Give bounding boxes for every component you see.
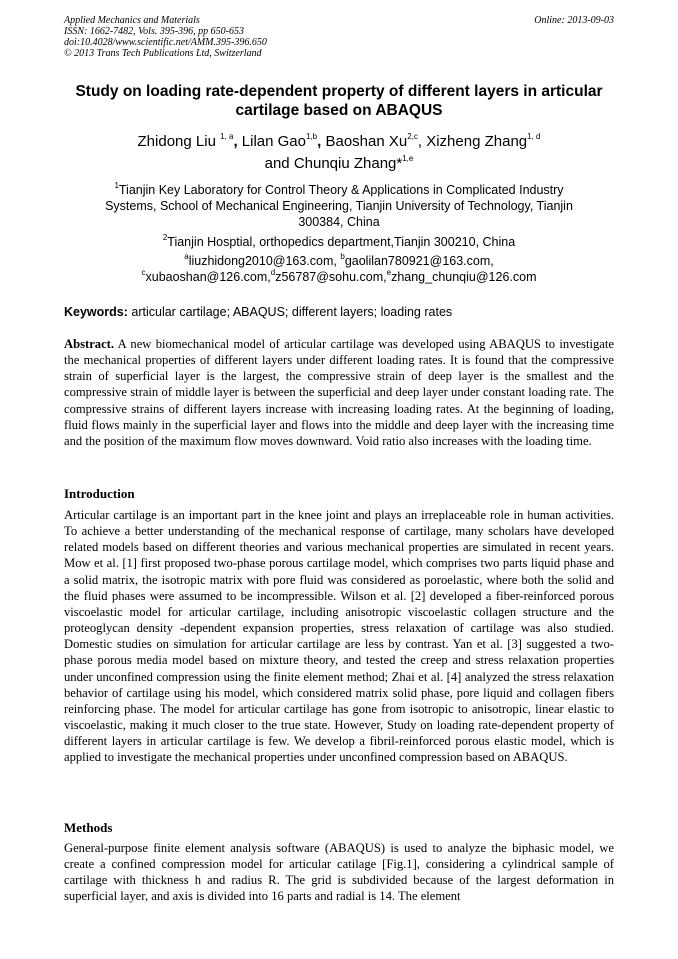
online-date: Online: 2013-09-03 (534, 15, 614, 26)
author-name: Baoshan Xu (325, 133, 408, 150)
affiliation-sup: 2 (162, 232, 168, 242)
methods-heading: Methods (64, 820, 113, 835)
copyright-line: © 2013 Trans Tech Publications Ltd, Switzerland (64, 48, 262, 59)
affiliation-sup: 1 (114, 180, 119, 190)
email-sup: b (340, 251, 345, 261)
email-sup: e (386, 267, 392, 277)
email-link[interactable]: liuzhidong2010@163.com, (188, 254, 341, 268)
author-sep: , (233, 133, 242, 150)
keywords-text: articular cartilage; ABAQUS; different layers; loading rates (131, 305, 453, 319)
journal-name: Applied Mechanics and Materials (64, 15, 200, 26)
issn-line: ISSN: 1662-7482, Vols. 395-396, pp 650-653 (64, 26, 244, 37)
author-list (64, 131, 614, 175)
author-line-2 (64, 153, 614, 175)
abstract-label: Abstract. (64, 337, 115, 351)
email-sup: d (270, 267, 276, 277)
email-link[interactable]: gaolilan780921@163.com, (344, 254, 494, 268)
author-name: and Chunqiu Zhang* (264, 155, 403, 172)
author-sep: , (317, 133, 326, 150)
keywords-label: Keywords: (64, 305, 128, 319)
affiliation-text: Tianjin Key Laboratory for Control Theory & Applications in Complicated Industry Systems, School of Mechanical Engineering, Tianjin University of Technology, Tianjin 300384, China (105, 183, 573, 229)
author-sep: , (417, 133, 427, 150)
affiliation-2 (64, 234, 614, 250)
introduction-heading: Introduction (64, 486, 135, 501)
doi-line: doi:10.4028/www.scientific.net/AMM.395-396.650 (64, 37, 267, 48)
abstract-text: A new biomechanical model of articular cartilage was developed using ABAQUS to investigate the mechanical properties of different layers under different loading rates. It is found that the compressive strain of superficial layer is the largest, the compressive strain of deep layer is the smallest and the compressive strain of middle layer is between the superficial and deep layer under constant loading rate. The compressive strains of different layers increase with increasing loading rates. At the beginning of loading, fluid flows mainly in the superficial layer and flows into the middle and deep layer with the increasing time and the position of the maximum flow moves downward. Void ratio also increases with the loading time. (64, 337, 614, 448)
email-link[interactable]: zhang_chunqiu@126.com (391, 270, 537, 284)
email-link[interactable]: xubaoshan@126.com, (145, 270, 271, 284)
author-sup: 1, d (527, 132, 541, 141)
author-name: Xizheng Zhang (426, 133, 528, 150)
abstract (64, 336, 614, 449)
email-sup: a (184, 251, 189, 261)
author-name: Zhidong Liu (137, 133, 216, 150)
introduction-text: Articular cartilage is an important part in the knee joint and plays an irreplaceable role in human activities. To achieve a better understanding of the mechanical response of cartilage, many scholars have developed related models based on different theories and various mechanical properties are simulated in recent years. Mow et al. [1] first proposed two-phase porous cartilage model, which comprises two parts liquid phase and a solid matrix, the isotropic matrix with pore fluid was considered as poroelastic, where both the solid and the fluid phases were assumed to be incompressible. Wilson et al. [2] developed a fiber-reinforced porous viscoelastic model for articular cartilage, including anisotropic viscoelastic collagen structure and the proteoglycan density -dependent expansion properties, stress relaxation of cartilage was also studied. Domestic studies on simulation for articular cartilage are less by contrast. Yan et al. [3] suggested a two-phase porous media model based on mixture theory, and tested the creep and stress relaxation properties under unconfined compression using the finite element method; Zhai et al. [4] analyzed the stress relaxation behavior of cartilage using his model, which considered matrix solid phase, pore liquid and collagen fibers reinforcing phase. The model for articular cartilage has gone from isotropic to anisotropic, linear elastic to viscoelastic, making it much closer to the true state. However, Study on loading rate-dependent property of different layers in articular cartilage is few. We develop a fibril-reinforced porous elastic model, which is applied to investigate the mechanical properties under unconfined compression based on ABAQUS. (64, 508, 614, 765)
email-line-2 (64, 269, 614, 285)
methods-text: General-purpose finite element analysis software (ABAQUS) is used to analyze the biphasic model, we create a confined compression model for articular catilage [Fig.1], considering a cylindrical sample of cartilage with thickness h and radius R. The grid is subdivided because of the largest deformation in superficial layer, and axis is divided into 16 parts and radial is 14. The element (64, 841, 614, 904)
journal-header (64, 15, 614, 59)
author-sup: 2,c (407, 132, 418, 141)
author-name: Lilan Gao (241, 133, 306, 150)
affiliation-1 (92, 182, 586, 230)
email-line-1 (64, 253, 614, 269)
author-emails (64, 253, 614, 285)
author-sup: 1,b (306, 132, 318, 141)
author-line-1 (64, 131, 614, 153)
author-sup: 1, a (220, 132, 234, 141)
paper-title: Study on loading rate-dependent property of different layers in articular cartilage based on ABAQUS (75, 83, 603, 119)
keywords (64, 304, 614, 320)
author-sup: 1,e (402, 154, 414, 163)
email-sup: c (141, 267, 146, 277)
email-link[interactable]: z56787@sohu.com, (275, 270, 387, 284)
affiliation-text: Tianjin Hosptial, orthopedics department,Tianjin 300210, China (167, 235, 516, 249)
